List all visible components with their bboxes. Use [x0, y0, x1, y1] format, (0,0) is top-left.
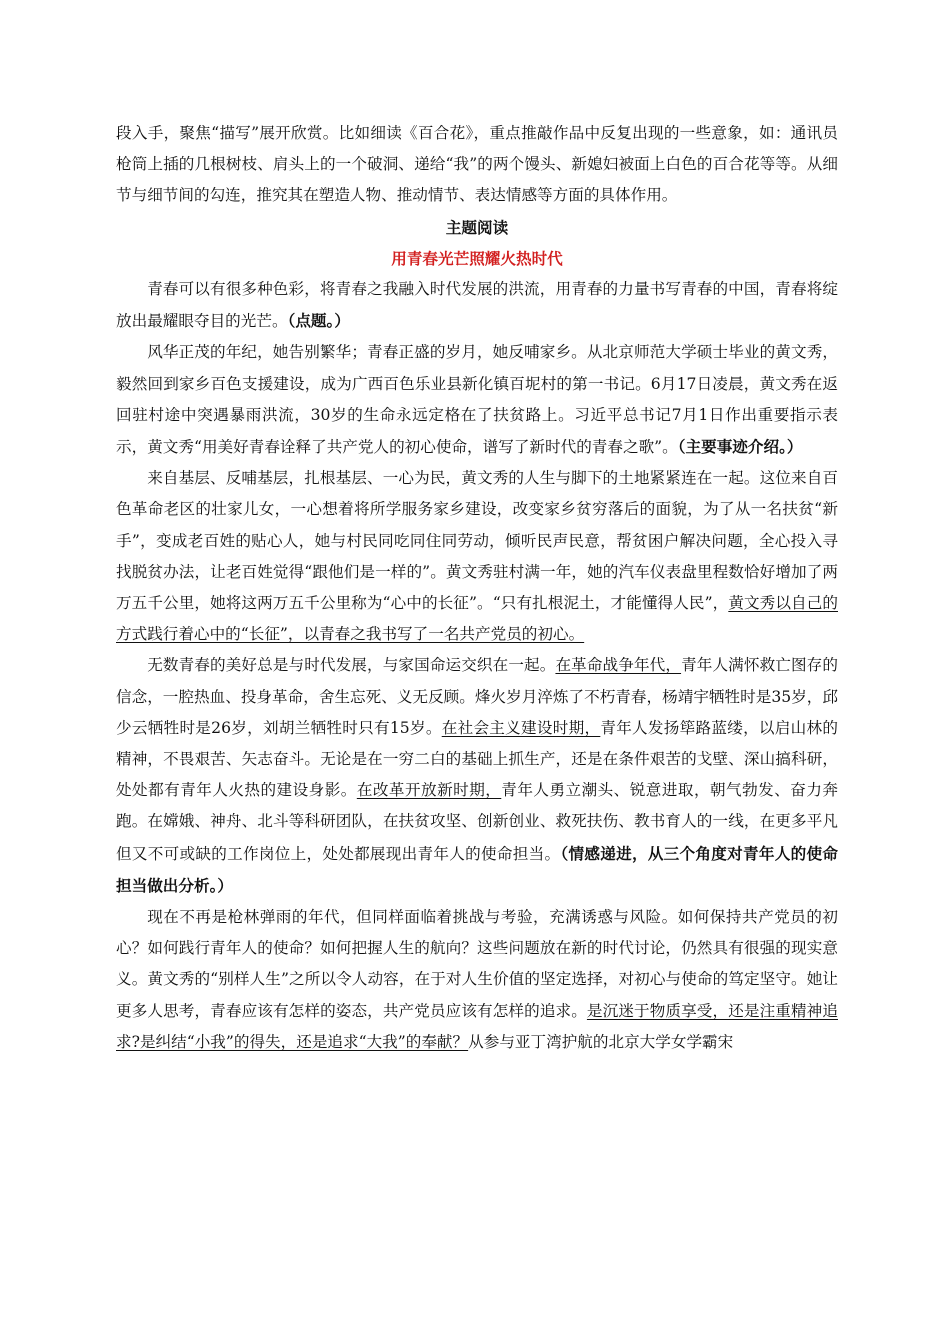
p4-text-1: 无数青春的美好总是与时代发展，与家国命运交织在一起。: [147, 656, 556, 675]
p4-underlined-2: 在社会主义建设时期，: [441, 718, 601, 737]
intro-paragraph: [116, 118, 838, 212]
paragraph-3: [116, 463, 838, 650]
p4-underlined-3: 在改革开放新时期，: [356, 781, 502, 800]
p1-text: 青春可以有很多种色彩，将青春之我融入时代发展的洪流，用青春的力量书写青春的中国，青春将绽放出最耀眼夺目的光芒。: [116, 280, 838, 331]
p4-underlined-1: 在革命战争年代，: [555, 656, 682, 675]
paragraph-5: [116, 902, 838, 1058]
p4-text-4: 青年人勇立潮头、锐意进取，朝气勃发、奋力奔跑。在嫦娥、神舟、北斗等科研团队，在扶贫攻坚、创新创业、救死扶伤、教书育人的一线，在更多平凡但又不可或缺的工作岗位上，处处都展现出青年人的使命担当。: [116, 781, 838, 863]
p3-underlined: 黄文秀以自己的方式践行着心中的“长征”，以青春之我书写了一名共产党员的初心。: [116, 594, 838, 644]
paragraph-1: [116, 274, 838, 337]
p5-underlined: 是沉迷于物质享受，还是注重精神追求?是纠结“小我”的得失，还是追求“大我”的奉献？: [116, 1001, 838, 1051]
paragraph-2: [116, 337, 838, 463]
p2-text: 风华正茂的年纪，她告别繁华；青春正盛的岁月，她反哺家乡。从北京师范大学硕士毕业的黄文秀，毅然回到家乡百色支援建设，成为广西百色乐业县新化镇百坭村的第一书记。6月17日凌晨，黄文秀在返回驻村途中突遇暴雨洪流，30岁的生命永远定格在了扶贫路上。习近平总书记7月1日作出重要指示表示，黄文秀“用美好青春诠释了共产党人的初心使命，谱写了新时代的青春之歌”。: [116, 343, 838, 457]
p4-text-3: 青年人发扬筚路蓝缕，以启山林的精神，不畏艰苦、矢志奋斗。无论是在一穷二白的基础上抓生产，还是在条件艰苦的戈壁、深山搞科研，处处都有青年人火热的建设身影。: [116, 718, 838, 800]
p4-note: （情感递进，从三个角度对青年人的使命担当做出分析。）: [116, 843, 838, 895]
p5-tail: 从参与亚丁湾护航的北京大学女学霸宋: [468, 1032, 734, 1051]
p4-text-2: 青年人满怀救亡图存的信念，一腔热血、投身革命，舍生忘死、义无反顾。烽火岁月淬炼了不朽青春，杨靖宇牺牲时是35岁，邱少云牺牲时是26岁，刘胡兰牺牲时只有15岁。: [116, 656, 838, 737]
p1-note: （点题。）: [287, 311, 350, 331]
paragraph-4: [116, 650, 838, 902]
p2-note: （主要事迹介绍。）: [677, 437, 803, 457]
p3-text: 来自基层、反哺基层，扎根基层、一心为民，黄文秀的人生与脚下的土地紧紧连在一起。这位来自百色革命老区的壮家儿女，一心想着将所学服务家乡建设，改变家乡贫穷落后的面貌，为了从一名扶贫“新手”，变成老百姓的贴心人，她与村民同吃同住同劳动，倾听民声民意，帮贫困户解决问题，全心投入寻找脱贫办法，让老百姓觉得“跟他们是一样的”。黄文秀驻村满一年，她的汽车仪表盘里程数恰好增加了两万五千公里，她将这两万五千公里称为“心中的长征”。“只有扎根泥土，才能懂得人民”，: [116, 469, 838, 613]
section-title: 主题阅读: [445, 217, 509, 237]
article-title: 用青春光芒照耀火热时代: [391, 248, 563, 268]
intro-text: 段入手，聚焦“描写”展开欣赏。比如细读《百合花》，重点推敲作品中反复出现的一些意象，如：通讯员枪筒上插的几根树枝、肩头上的一个破洞、递给“我”的两个馒头、新媳妇被面上白色的百合花等等。从细节与细节间的勾连，推究其在塑造人物、推动情节、表达情感等方面的具体作用。: [116, 124, 838, 205]
p5-text: 现在不再是枪林弹雨的年代，但同样面临着挑战与考验，充满诱惑与风险。如何保持共产党员的初心？如何践行青年人的使命？如何把握人生的航向？这些问题放在新的时代讨论，仍然具有很强的现实意义。黄文秀的“别样人生”之所以令人动容，在于对人生价值的坚定选择，对初心与使命的笃定坚守。她让更多人思考，青春应该有怎样的姿态，共产党员应该有怎样的追求。: [116, 908, 838, 1020]
